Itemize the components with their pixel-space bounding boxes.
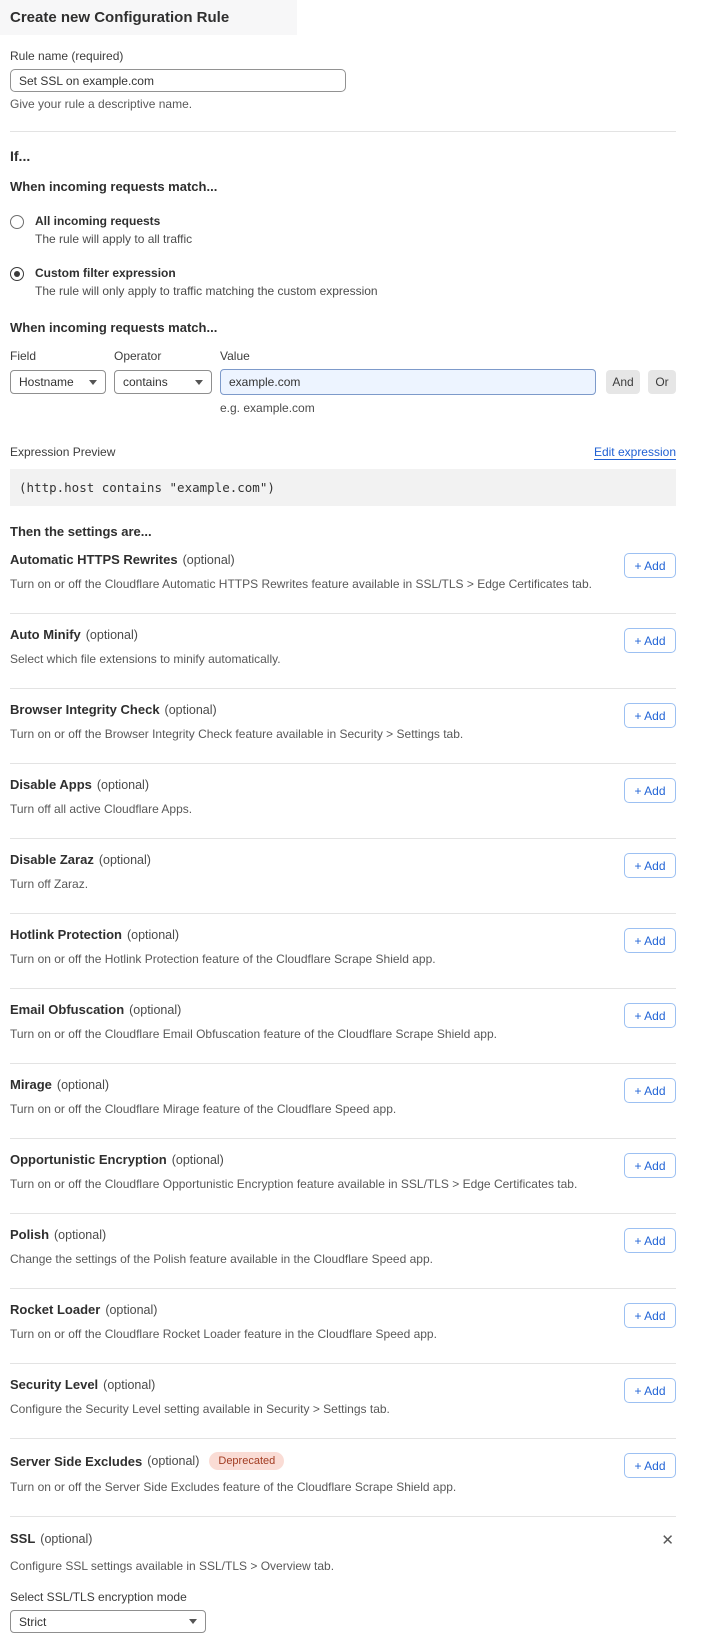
radio-icon[interactable] <box>10 215 24 229</box>
setting-description: Turn on or off the Cloudflare Mirage feature of the Cloudflare Speed app. <box>10 1102 397 1116</box>
section-divider <box>10 131 676 132</box>
setting-description: Turn on or off the Cloudflare Email Obfuscation feature of the Cloudflare Scrape Shield app. <box>10 1027 497 1041</box>
setting-row <box>10 1064 676 1139</box>
add-setting-button[interactable]: + Add <box>624 1078 676 1103</box>
add-setting-button[interactable]: + Add <box>624 1453 676 1478</box>
setting-optional-label: (optional) <box>164 702 217 717</box>
rule-name-help: Give your rule a descriptive name. <box>10 97 193 111</box>
value-label: Value <box>220 349 250 363</box>
chevron-down-icon <box>189 1619 197 1624</box>
setting-optional-label: (optional) <box>98 852 151 867</box>
setting-name: Security Level <box>10 1377 99 1392</box>
if-heading: If... <box>10 148 31 164</box>
setting-name: Disable Zaraz <box>10 852 94 867</box>
field-label: Field <box>10 349 37 363</box>
setting-description: Turn on or off the Cloudflare Opportunistic Encryption feature available in SSL/TLS > Edge Certificates tab. <box>10 1177 578 1191</box>
radio-option-label: Custom filter expression <box>35 266 176 280</box>
setting-name: Rocket Loader <box>10 1302 101 1317</box>
setting-name: Auto Minify <box>10 627 81 642</box>
setting-row <box>10 839 676 914</box>
add-setting-button[interactable]: + Add <box>624 553 676 578</box>
radio-option-label: All incoming requests <box>35 214 161 228</box>
setting-description: Configure the Security Level setting available in Security > Settings tab. <box>10 1402 390 1416</box>
setting-description: Select which file extensions to minify automatically. <box>10 652 281 666</box>
setting-name: SSL <box>10 1531 36 1546</box>
setting-optional-label: (optional) <box>126 927 180 942</box>
setting-description: Configure SSL settings available in SSL/TLS > Overview tab. <box>10 1559 335 1573</box>
expression-preview-box <box>10 469 676 506</box>
setting-description: Turn off Zaraz. <box>10 877 89 891</box>
chevron-down-icon <box>195 380 203 385</box>
add-setting-button[interactable]: + Add <box>624 1378 676 1403</box>
operator-select[interactable] <box>114 370 212 394</box>
setting-optional-label: (optional) <box>96 777 149 792</box>
or-button[interactable]: Or <box>648 370 676 394</box>
ssl-mode-select[interactable] <box>10 1610 206 1633</box>
setting-row <box>10 764 676 839</box>
close-icon[interactable]: ✕ <box>661 1532 674 1549</box>
add-setting-button[interactable]: + Add <box>624 853 676 878</box>
add-setting-button[interactable]: + Add <box>624 1303 676 1328</box>
edit-expression-link[interactable]: Edit expression <box>593 445 676 459</box>
then-heading: Then the settings are... <box>10 524 152 539</box>
expression-preview-label: Expression Preview <box>10 445 116 459</box>
setting-name: Server Side Excludes <box>10 1453 143 1469</box>
ssl-setting-panel <box>10 1517 676 1633</box>
setting-optional-label: (optional) <box>56 1077 110 1092</box>
add-setting-button[interactable]: + Add <box>624 628 676 653</box>
add-setting-button[interactable]: + Add <box>624 1228 676 1253</box>
add-setting-button[interactable]: + Add <box>624 778 676 803</box>
radio-option[interactable] <box>10 214 676 246</box>
expression-code: (http.host contains "example.com") <box>19 480 275 495</box>
setting-optional-label: (optional) <box>85 627 138 642</box>
setting-name: Opportunistic Encryption <box>10 1152 167 1167</box>
setting-optional-label: (optional) <box>129 1002 182 1017</box>
add-setting-button[interactable]: + Add <box>624 928 676 953</box>
setting-row <box>10 1139 676 1214</box>
match-heading: When incoming requests match... <box>10 179 218 194</box>
setting-name: Email Obfuscation <box>10 1002 125 1017</box>
setting-row <box>10 539 676 614</box>
setting-row <box>10 1364 676 1439</box>
setting-description: Turn on or off the Server Side Excludes feature of the Cloudflare Scrape Shield app. <box>10 1480 457 1494</box>
setting-description: Change the settings of the Polish feature available in the Cloudflare Speed app. <box>10 1252 433 1266</box>
setting-row <box>10 1214 676 1289</box>
setting-name: Mirage <box>10 1077 52 1092</box>
deprecated-badge: Deprecated <box>209 1452 284 1470</box>
field-select-value: Hostname <box>19 375 74 389</box>
radio-option[interactable] <box>10 266 676 298</box>
setting-optional-label: (optional) <box>182 552 235 567</box>
setting-row <box>10 689 676 764</box>
setting-name: Browser Integrity Check <box>10 702 160 717</box>
ssl-mode-label: Select SSL/TLS encryption mode <box>10 1590 187 1604</box>
setting-name: Hotlink Protection <box>10 927 122 942</box>
operator-select-value: contains <box>123 375 168 389</box>
setting-row <box>10 614 676 689</box>
setting-description: Turn on or off the Hotlink Protection feature of the Cloudflare Scrape Shield app. <box>10 952 436 966</box>
builder-heading: When incoming requests match... <box>10 320 218 335</box>
radio-icon[interactable] <box>10 267 24 281</box>
setting-optional-label: (optional) <box>54 1227 107 1242</box>
settings-list <box>10 539 676 1517</box>
setting-optional-label: (optional) <box>147 1454 200 1468</box>
setting-row <box>10 1289 676 1364</box>
setting-name: Polish <box>10 1227 50 1242</box>
page-title: Create new Configuration Rule <box>10 9 230 26</box>
rule-name-input[interactable] <box>10 69 346 92</box>
setting-name: Automatic HTTPS Rewrites <box>10 552 178 567</box>
setting-description: Turn off all active Cloudflare Apps. <box>10 802 193 816</box>
rule-name-label: Rule name (required) <box>10 49 124 63</box>
operator-label: Operator <box>114 349 162 363</box>
page-header <box>0 0 297 35</box>
setting-row <box>10 1439 676 1517</box>
setting-optional-label: (optional) <box>40 1531 93 1546</box>
value-hint: e.g. example.com <box>220 401 315 415</box>
setting-name: Disable Apps <box>10 777 92 792</box>
add-setting-button[interactable]: + Add <box>624 703 676 728</box>
value-input[interactable] <box>220 369 596 395</box>
radio-option-description: The rule will apply to all traffic <box>35 232 193 246</box>
setting-optional-label: (optional) <box>171 1152 224 1167</box>
add-setting-button[interactable]: + Add <box>624 1153 676 1178</box>
and-button[interactable]: And <box>606 370 640 394</box>
ssl-mode-select-value: Strict <box>19 1614 47 1629</box>
setting-description: Turn on or off the Browser Integrity Check feature available in Security > Settings tab. <box>10 727 464 741</box>
setting-optional-label: (optional) <box>103 1377 156 1392</box>
setting-row <box>10 914 676 989</box>
setting-description: Turn on or off the Cloudflare Rocket Loader feature in the Cloudflare Speed app. <box>10 1327 437 1341</box>
field-select[interactable] <box>10 370 106 394</box>
chevron-down-icon <box>89 380 97 385</box>
radio-option-description: The rule will only apply to traffic matching the custom expression <box>35 284 378 298</box>
setting-optional-label: (optional) <box>105 1302 158 1317</box>
setting-row <box>10 989 676 1064</box>
add-setting-button[interactable]: + Add <box>624 1003 676 1028</box>
setting-description: Turn on or off the Cloudflare Automatic HTTPS Rewrites feature available in SSL/TLS > Edge Certificates tab. <box>10 577 592 591</box>
